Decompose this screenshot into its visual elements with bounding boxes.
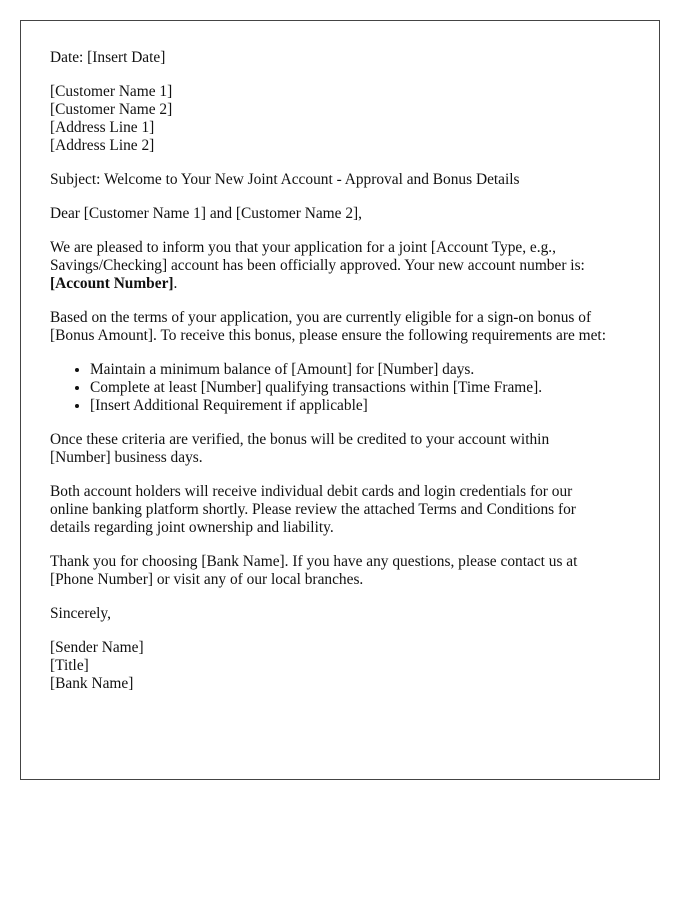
signature-line: [Sender Name] [50,639,144,656]
cards-note-line: online banking platform shortly. Please review the attached Terms and Conditions for [50,501,576,518]
bonus-intro-line: Based on the terms of your application, you are currently eligible for a sign-on bonus of [50,309,592,326]
requirements-list [50,361,640,415]
credit-note-line: Once these criteria are verified, the bonus will be credited to your account within [50,431,550,448]
approval-line: Savings/Checking] account has been officially approved. Your new account number is: [50,257,585,274]
approval-paragraph [50,239,640,293]
letter-page [20,20,660,780]
signature-line: [Bank Name] [50,675,134,692]
thanks-line: Thank you for choosing [Bank Name]. If you have any questions, please contact us at [50,553,578,570]
signature-block [50,639,640,693]
requirement-item: • [Insert Additional Requirement if applicable] [90,397,640,415]
credit-note-paragraph [50,431,640,467]
recipient-line: [Address Line 1] [50,119,155,136]
letter-body [50,49,640,709]
date-line: Date: [Insert Date] [50,49,166,66]
thanks-line: [Phone Number] or visit any of our local branches. [50,571,364,588]
signature-line: [Title] [50,657,89,674]
recipient-line: [Address Line 2] [50,137,155,154]
bonus-intro-paragraph [50,309,640,345]
recipient-block [50,83,640,155]
approval-period: . [173,275,178,292]
cards-note-line: Both account holders will receive individual debit cards and login credentials for our [50,483,573,500]
subject-line: Subject: Welcome to Your New Joint Account - Approval and Bonus Details [50,171,520,188]
requirement-item: • Complete at least [Number] qualifying transactions within [Time Frame]. [90,379,640,397]
recipient-line: [Customer Name 2] [50,101,173,118]
bonus-intro-line: [Bonus Amount]. To receive this bonus, please ensure the following requirements are met: [50,327,606,344]
closing: Sincerely, [50,605,111,622]
account-number: [Account Number] [50,275,174,292]
cards-note-paragraph [50,483,640,537]
salutation: Dear [Customer Name 1] and [Customer Name 2], [50,205,362,222]
recipient-line: [Customer Name 1] [50,83,173,100]
cards-note-line: details regarding joint ownership and liability. [50,519,334,536]
thanks-paragraph [50,553,640,589]
account-number-line [50,275,640,293]
approval-line: We are pleased to inform you that your application for a joint [Account Type, e.g., [50,239,556,256]
requirement-item: • Maintain a minimum balance of [Amount] for [Number] days. [90,361,640,379]
credit-note-line: [Number] business days. [50,449,203,466]
